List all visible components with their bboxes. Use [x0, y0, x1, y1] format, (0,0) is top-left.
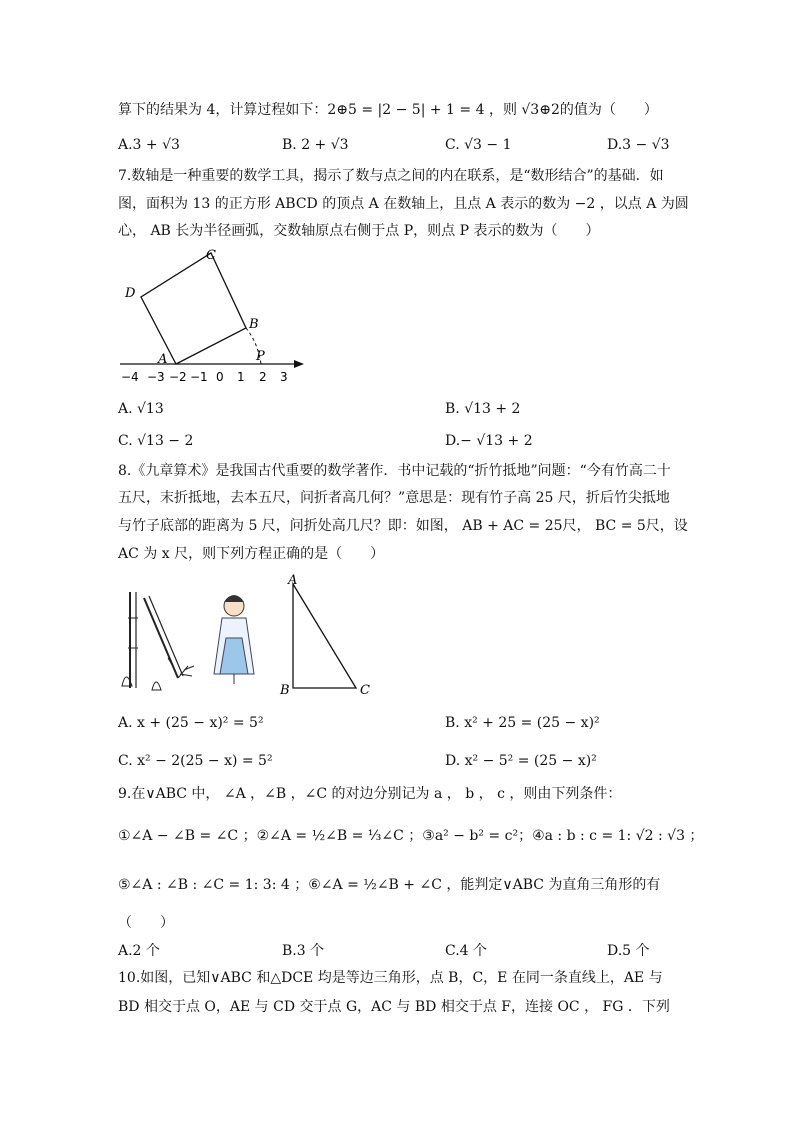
q6-option-d: D.3 − √3: [607, 137, 670, 153]
q7-label-c: C: [206, 248, 216, 263]
q8-line-3: 与竹子底部的距离为 5 尺，问折处高几尺？即：如图， AB + AC = 25尺， BC = 5尺，设: [118, 518, 688, 534]
q7-line-3: 心， AB 长为半径画弧，交数轴原点右侧于点 P，则点 P 表示的数为（ ）: [118, 223, 600, 239]
q8-line-2: 五尺，末折抵地，去本五尺，问折者高几何？”意思是：现有竹子高 25 尺，折后竹尖抵地: [118, 490, 670, 506]
q7-option-d: D.− √13 + 2: [445, 433, 533, 449]
q8-label-a: A: [288, 573, 298, 588]
bamboo-illustration: [116, 578, 276, 698]
q8-option-c: C. x² − 2(25 − x) = 5²: [118, 753, 273, 769]
q7-label-d: D: [125, 286, 136, 301]
q7-label-b: B: [249, 317, 259, 332]
q7-line-2: 图，面积为 13 的正方形 ABCD 的顶点 A 在数轴上，且点 A 表示的数为 −2 ，以点 A 为圆: [118, 196, 689, 212]
q8-option-b: B. x² + 25 = (25 − x)²: [445, 715, 600, 731]
tick-label: 3: [280, 370, 288, 384]
q8-line-1: 8.《九章算术》是我国古代重要的数学著作．书中记载的“折竹抵地”问题：“今有竹高二十: [118, 463, 671, 479]
q9-line-3: ⑤∠A : ∠B : ∠C = 1: 3: 4 ；⑥∠A = ½∠B + ∠C ，能判定∨ABC 为直角三角形的有: [118, 877, 661, 893]
q8-triangle-figure: [278, 572, 378, 697]
q7-label-a: A: [158, 352, 168, 367]
q10-line-2: BD 相交于点 O，AE 与 CD 交于点 G，AC 与 BD 相交于点 F，连接 OC ， FG ．下列: [118, 999, 670, 1015]
q7-option-a: A. √13: [118, 401, 164, 417]
q10-line-1: 10.如图，已知∨ABC 和△DCE 均是等边三角形，点 B，C，E 在同一条直线上，AE 与: [118, 970, 663, 986]
q8-line-4: AC 为 x 尺，则下列方程正确的是（ ）: [118, 546, 385, 562]
q9-option-a: A.2 个: [118, 943, 160, 959]
q6-option-a: A.3 + √3: [118, 137, 180, 153]
q8-option-a: A. x + (25 − x)² = 5²: [118, 715, 264, 731]
q8-label-c: C: [360, 683, 370, 697]
tick-label: −1: [190, 370, 208, 384]
q9-option-b: B.3 个: [282, 943, 325, 959]
q9-line-4: （ ）: [118, 915, 174, 931]
q9-option-d: D.5 个: [607, 943, 650, 959]
tick-label: −2: [169, 370, 187, 384]
q7-line-1: 7.数轴是一种重要的数学工具，揭示了数与点之间的内在联系，是“数形结合”的基础．如: [118, 168, 664, 184]
q9-line-2: ①∠A − ∠B = ∠C ；②∠A = ½∠B = ⅓∠C ；③a² − b² = c²；④a : b : c = 1: √2 : √3 ；: [118, 828, 704, 844]
tick-label: 2: [259, 370, 267, 384]
q7-label-p: P: [256, 349, 265, 364]
q9-line-1: 9.在∨ABC 中， ∠A ，∠B ，∠C 的对边分别记为 a ， b ， c ，则由下列条件：: [118, 786, 622, 802]
q8-option-d: D. x² − 5² = (25 − x)²: [445, 753, 597, 769]
q7-option-b: B. √13 + 2: [445, 401, 521, 417]
q6-option-b: B. 2 + √3: [282, 137, 349, 153]
q6-line: 算下的结果为 4，计算过程如下：2⊕5 = |2 − 5| + 1 = 4 ，则 √3⊕2的值为（ ）: [118, 102, 658, 118]
tick-label: 1: [237, 370, 245, 384]
q9-option-c: C.4 个: [445, 943, 488, 959]
tick-label: 0: [216, 370, 224, 384]
q7-option-c: C. √13 − 2: [118, 433, 194, 449]
q6-option-c: C. √3 − 1: [445, 137, 512, 153]
q8-label-b: B: [280, 683, 290, 697]
q7-number-line-figure: [116, 245, 316, 385]
tick-label: −4: [121, 370, 139, 384]
tick-label: −3: [147, 370, 165, 384]
